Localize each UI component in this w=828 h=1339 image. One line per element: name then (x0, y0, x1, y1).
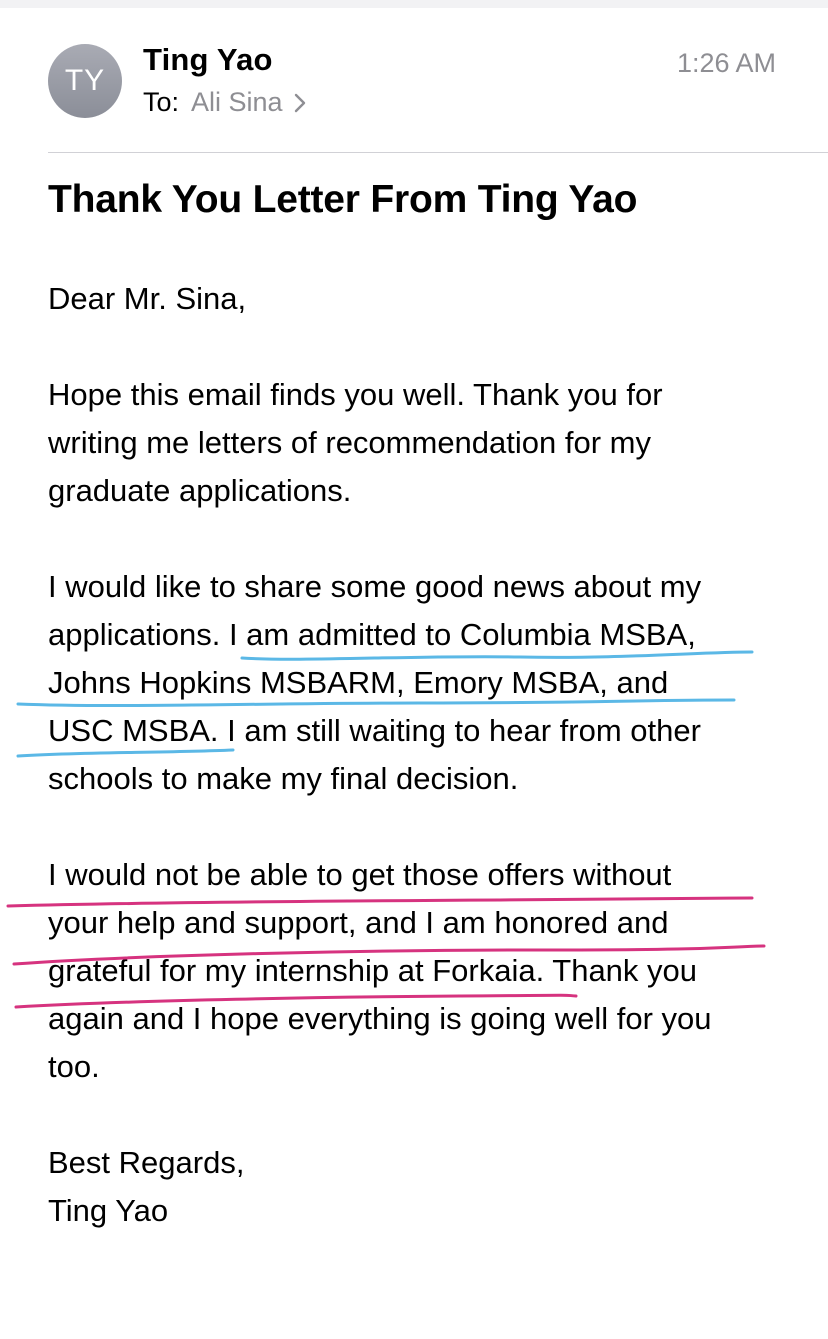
greeting (48, 275, 808, 323)
body-line: schools to make my final decision. (48, 761, 519, 796)
body-line: grateful for my internship at Forkaia. Thank you (48, 953, 698, 988)
top-strip (0, 0, 828, 8)
sender-avatar[interactable] (48, 44, 122, 118)
email-subject: Thank You Letter From Ting Yao (48, 178, 638, 221)
chevron-right-icon[interactable] (293, 92, 307, 114)
body-line: USC MSBA. I am still waiting to hear from other (48, 713, 701, 748)
closing-line: Best Regards, (48, 1145, 245, 1180)
body-line: I would not be able to get those offers without (48, 857, 672, 892)
body-line: Hope this email finds you well. Thank you for (48, 377, 663, 412)
signature-line: Ting Yao (48, 1193, 169, 1228)
body-line: too. (48, 1049, 100, 1084)
body-line: your help and support, and I am honored and (48, 905, 669, 940)
sender-name[interactable]: Ting Yao (143, 42, 273, 77)
recipient-name[interactable]: Ali Sina (191, 87, 283, 117)
to-label: To: (143, 87, 180, 117)
body-line: again and I hope everything is going well for you (48, 1001, 712, 1036)
paragraph-2 (48, 563, 808, 803)
signoff (48, 1139, 808, 1235)
avatar-initials: TY (64, 64, 106, 97)
body-line: applications. I am admitted to Columbia MSBA, (48, 617, 696, 652)
email-header (0, 8, 828, 152)
recipient-line[interactable] (143, 87, 307, 118)
body-line: writing me letters of recommendation for my (48, 425, 651, 460)
paragraph-3 (48, 851, 808, 1091)
body-line: Johns Hopkins MSBARM, Emory MSBA, and (48, 665, 669, 700)
received-time: 1:26 AM (676, 48, 776, 78)
email-body (48, 275, 808, 1235)
header-divider (48, 152, 828, 153)
body-line: graduate applications. (48, 473, 352, 508)
body-line: I would like to share some good news about my (48, 569, 702, 604)
paragraph-1 (48, 371, 808, 515)
greeting-line: Dear Mr. Sina, (48, 281, 247, 316)
